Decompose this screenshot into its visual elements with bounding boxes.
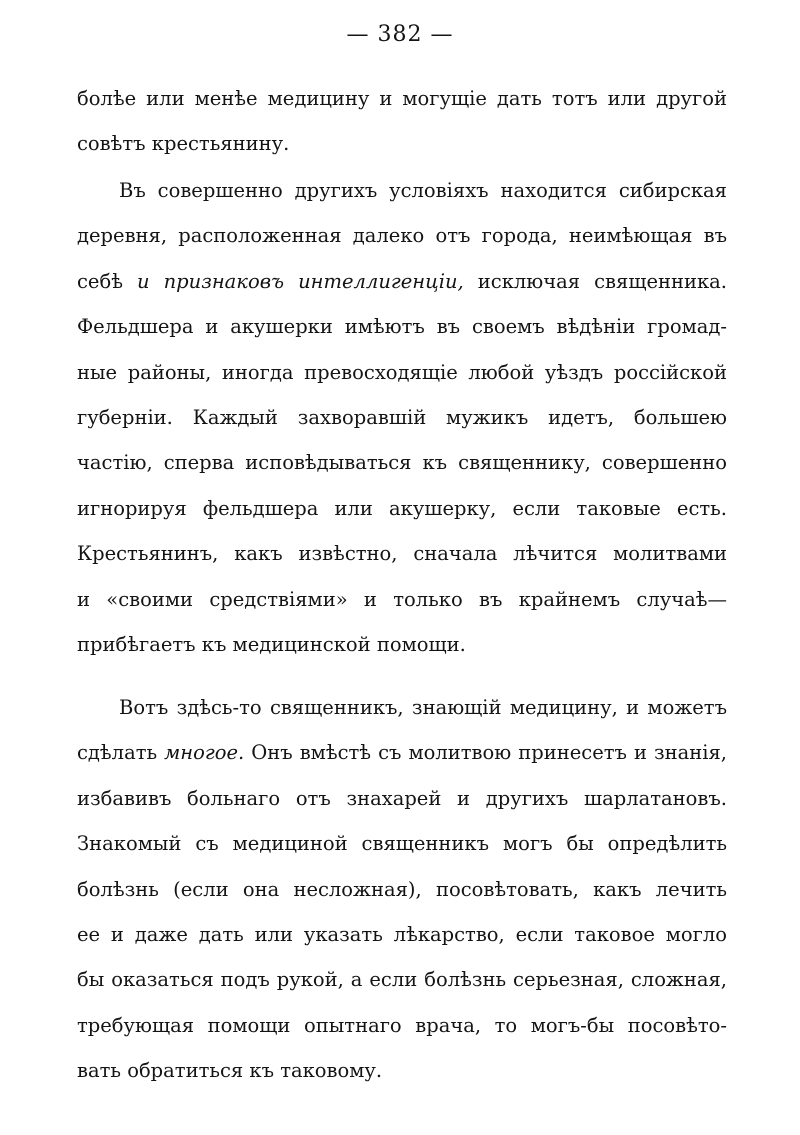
page-number: — 382 — <box>346 22 454 47</box>
text-line: Знакомый съ медициной священникъ могъ бы опредѣлить <box>77 832 727 856</box>
text-line-mixed <box>77 730 727 775</box>
text-segment: себѣ <box>77 269 137 293</box>
text-line: вать обратиться къ таковому. <box>77 1059 383 1083</box>
text-line: прибѣгаетъ къ медицинской помощи. <box>77 632 466 656</box>
paragraph-priest-medicine <box>77 685 727 1094</box>
paragraph-continuation <box>77 76 727 167</box>
text-line: Въ совершенно другихъ условіяхъ находится сибирская <box>119 179 727 202</box>
text-line: частію, сперва исповѣдываться къ священнику, совершенно <box>77 451 727 475</box>
text-line: болѣзнь (если она несложная), посовѣтовать, какъ лечить <box>77 877 727 901</box>
text-line: Крестьянинъ, какъ извѣстно, сначала лѣчится молитвами <box>77 542 727 566</box>
text-line: губерніи. Каждый захворавшій мужикъ идетъ, большею <box>77 405 727 429</box>
text-line: Вотъ здѣсь-то священникъ, знающій медицину, и можетъ <box>119 696 727 719</box>
italic-phrase: многое. <box>164 741 245 765</box>
text-line: избавивъ больнаго отъ знахарей и другихъ шарлатановъ. <box>77 786 727 810</box>
text-segment: Онъ вмѣстѣ съ молитвою принесетъ и знанія, <box>244 741 727 765</box>
text-segment: сдѣлать <box>77 741 165 765</box>
italic-phrase: и признаковъ интеллигенціи, <box>137 269 464 293</box>
text-line: деревня, расположенная далеко отъ города, неимѣющая въ <box>77 224 727 248</box>
text-line: и «своими средствіями» и только въ крайнемъ случаѣ— <box>77 587 727 611</box>
text-line: Фельдшера и акушерки имѣютъ въ своемъ вѣдѣніи громад- <box>77 315 727 339</box>
text-line: болѣе или менѣе медицину и могущіе дать тотъ или другой <box>77 87 727 110</box>
text-line: совѣтъ крестьянину. <box>77 132 290 156</box>
text-line: ные районы, иногда превосходящіе любой уѣздъ россійской <box>77 360 727 384</box>
text-line: ее и даже дать или указать лѣкарство, если таковое могло <box>77 922 727 946</box>
text-line: требующая помощи опытнаго врача, то могъ-бы посовѣто- <box>77 1013 727 1037</box>
text-line: бы оказаться подъ рукой, а если болѣзнь серьезная, сложная, <box>77 968 727 992</box>
text-segment: исключая священника. <box>463 269 727 293</box>
paragraph-siberian-village <box>77 168 727 667</box>
text-line: игнорируя фельдшера или акушерку, если таковые есть. <box>77 496 727 520</box>
text-line-mixed <box>77 259 727 304</box>
